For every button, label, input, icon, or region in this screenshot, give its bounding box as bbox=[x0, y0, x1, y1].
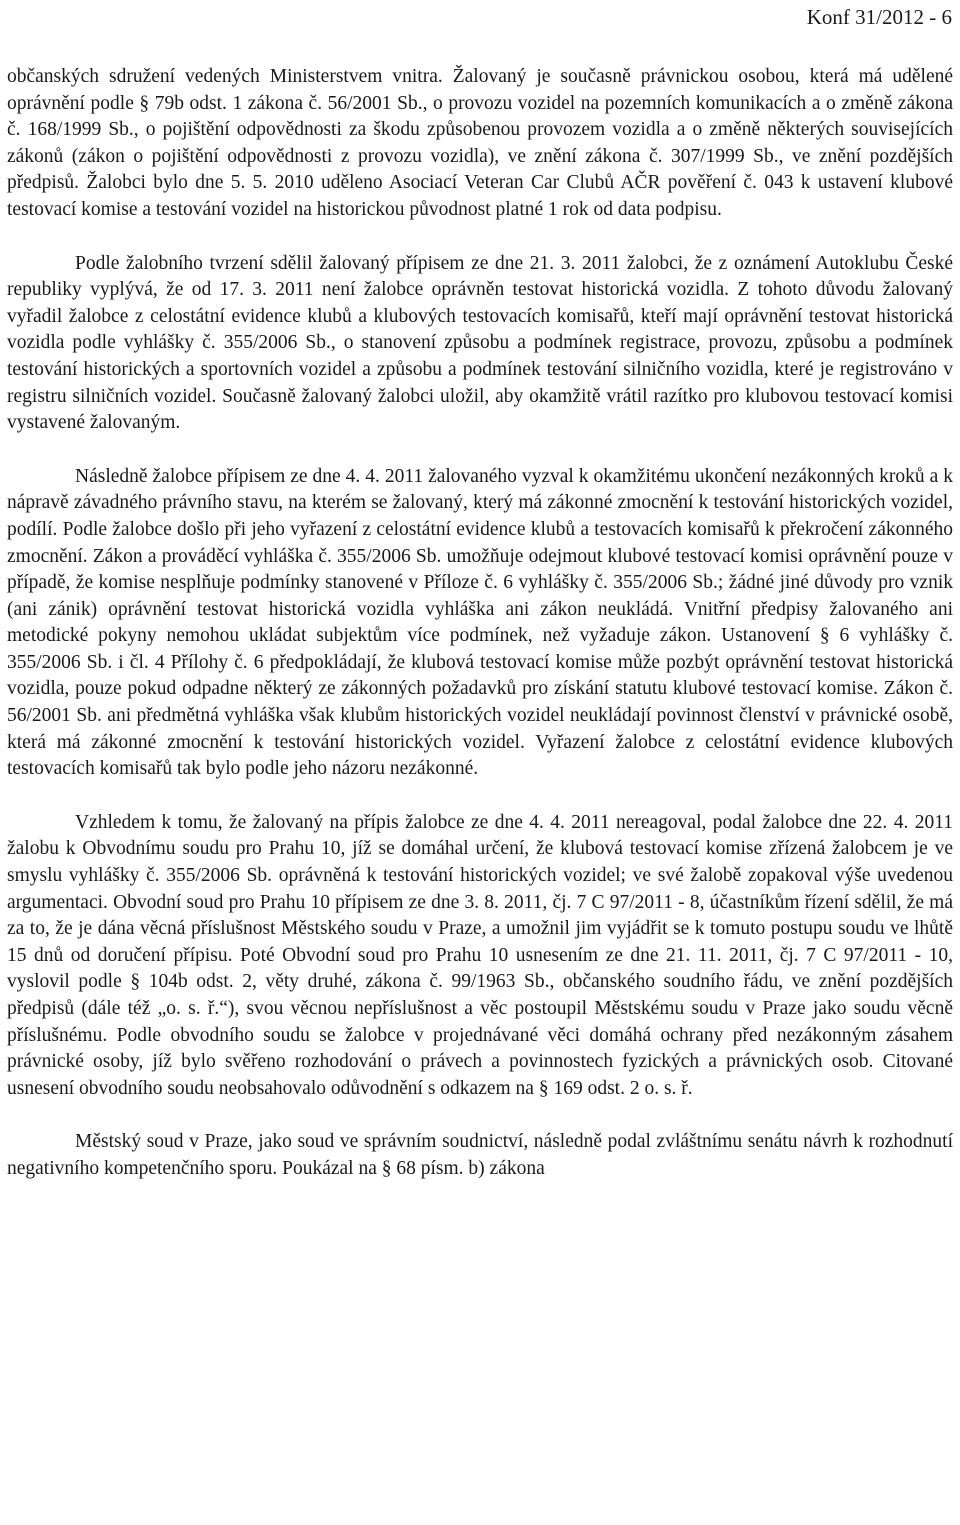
page-header: Konf 31/2012 - 6 bbox=[806, 5, 952, 29]
paragraph-plaintiff-claim: Podle žalobního tvrzení sdělil žalovaný přípisem ze dne 21. 3. 2011 žalobci, že z oznámení Autoklubu České republiky vyplývá, že od 17. 3. 2011 není žalobce oprávněn testovat historická vozidla. Z tohoto důvodu žalovaný vyřadil žalobce z celostátní evidence klubů a klubových testovacích komisařů, kteří mají oprávnění testovat historická vozidla podle vyhlášky č. 355/2006 Sb., o stanovení způsobu a podmínek registrace, provozu, způsobu a podmínek testování historických a sportovních vozidel a způsobu a podmínek testování silničního vozidla, které je registrováno v registru silničních vozidel. Současně žalovaný žalobci uložil, aby okamžitě vrátil razítko pro klubovou testovací komisi vystavené žalovaným. bbox=[7, 252, 953, 434]
paragraph-continuation: občanských sdružení vedených Ministerstvem vnitra. Žalovaný je současně právnickou osobou, která má udělené oprávnění podle § 79b odst. 1 zákona č. 56/2001 Sb., o provozu vozidel na pozemních komunikacích a o změně zákona č. 168/1999 Sb., o pojištění odpovědnosti za škodu způsobenou provozem vozidla a o změně některých souvisejících zákonů (zákon o pojištění odpovědnosti z provozu vozidla), ve znění zákona č. 307/1999 Sb., ve znění pozdějších předpisů. Žalobci bylo dne 5. 5. 2010 uděleno Asociací Veteran Car Clubů AČR pověření č. 043 k ustavení klubové testovací komise a testování vozidel na historickou původnost platné 1 rok od data podpisu. bbox=[7, 66, 953, 220]
paragraph-plaintiff-request: Následně žalobce přípisem ze dne 4. 4. 2011 žalovaného vyzval k okamžitému ukončení nezákonných kroků a k nápravě závadného právního stavu, na kterém se žalovaný, který má zákonné zmocnění k testování historických vozidel, podílí. Podle žalobce došlo při jeho vyřazení z celostátní evidence klubů a testovacích komisařů k překročení zákonného zmocnění. Zákon a prováděcí vyhláška č. 355/2006 Sb. umožňuje odejmout klubové testovací komisi oprávnění pouze v případě, že komise nesplňuje podmínky stanovené v Příloze č. 6 vyhlášky č. 355/2006 Sb.; žádné jiné důvody pro vznik (ani zánik) oprávnění testovat historická vozidla vyhláška ani zákon neukládá. Vnitřní předpisy žalovaného ani metodické pokyny nemohou ukládat subjektům více podmínek, než vyžaduje zákon. Ustanovení § 6 vyhlášky č. 355/2006 Sb. i čl. 4 Přílohy č. 6 předpokládají, že klubová testovací komise může pozbýt oprávnění testovat historická vozidla, pouze pokud odpadne některý ze zákonných požadavků pro získání statutu klubové testovací komise. Zákon č. 56/2001 Sb. ani předmětná vyhláška však klubům historických vozidel neukládají povinnost členství v právnické osobě, která má zákonné zmocnění k testování historických vozidel. Vyřazení žalobce z celostátní evidence klubových testovacích komisařů tak bylo podle jeho názoru nezákonné. bbox=[7, 465, 953, 780]
document-body bbox=[7, 64, 953, 1210]
paragraph-municipal-court: Městský soud v Praze, jako soud ve správním soudnictví, následně podal zvláštnímu senátu návrh k rozhodnutí negativního kompetenčního sporu. Poukázal na § 68 písm. b) zákona bbox=[7, 1131, 953, 1179]
paragraph-lawsuit: Vzhledem k tomu, že žalovaný na přípis žalobce ze dne 4. 4. 2011 nereagoval, podal žalobce dne 22. 4. 2011 žalobu k Obvodnímu soudu pro Prahu 10, jíž se domáhal určení, že klubová testovací komise zřízená žalobcem je ve smyslu vyhlášky č. 355/2006 Sb. oprávněná k testování historických vozidel; ve své žalobě zopakoval výše uvedenou argumentaci. Obvodní soud pro Prahu 10 přípisem ze dne 3. 8. 2011, čj. 7 C 97/2011 - 8, účastníkům řízení sdělil, že má za to, že je dána věcná příslušnost Městského soudu v Praze, a umožnil jim vyjádřit se k tomuto postupu soudu ve lhůtě 15 dnů od doručení přípisu. Poté Obvodní soud pro Prahu 10 usnesením ze dne 21. 11. 2011, čj. 7 C 97/2011 - 10, vyslovil podle § 104b odst. 2, věty druhé, zákona č. 99/1963 Sb., občanského soudního řádu, ve znění pozdějších předpisů (dále též „o. s. ř.“), svou věcnou nepříslušnost a věc postoupil Městskému soudu v Praze jako soudu věcně příslušnému. Podle obvodního soudu se žalobce v projednávané věci domáhá ochrany před nezákonným zásahem právnické osoby, jíž bylo svěřeno rozhodování o právech a povinnostech fyzických a právnických osob. Citované usnesení obvodního soudu neobsahovalo odůvodnění s odkazem na § 169 odst. 2 o. s. ř. bbox=[7, 811, 953, 1099]
